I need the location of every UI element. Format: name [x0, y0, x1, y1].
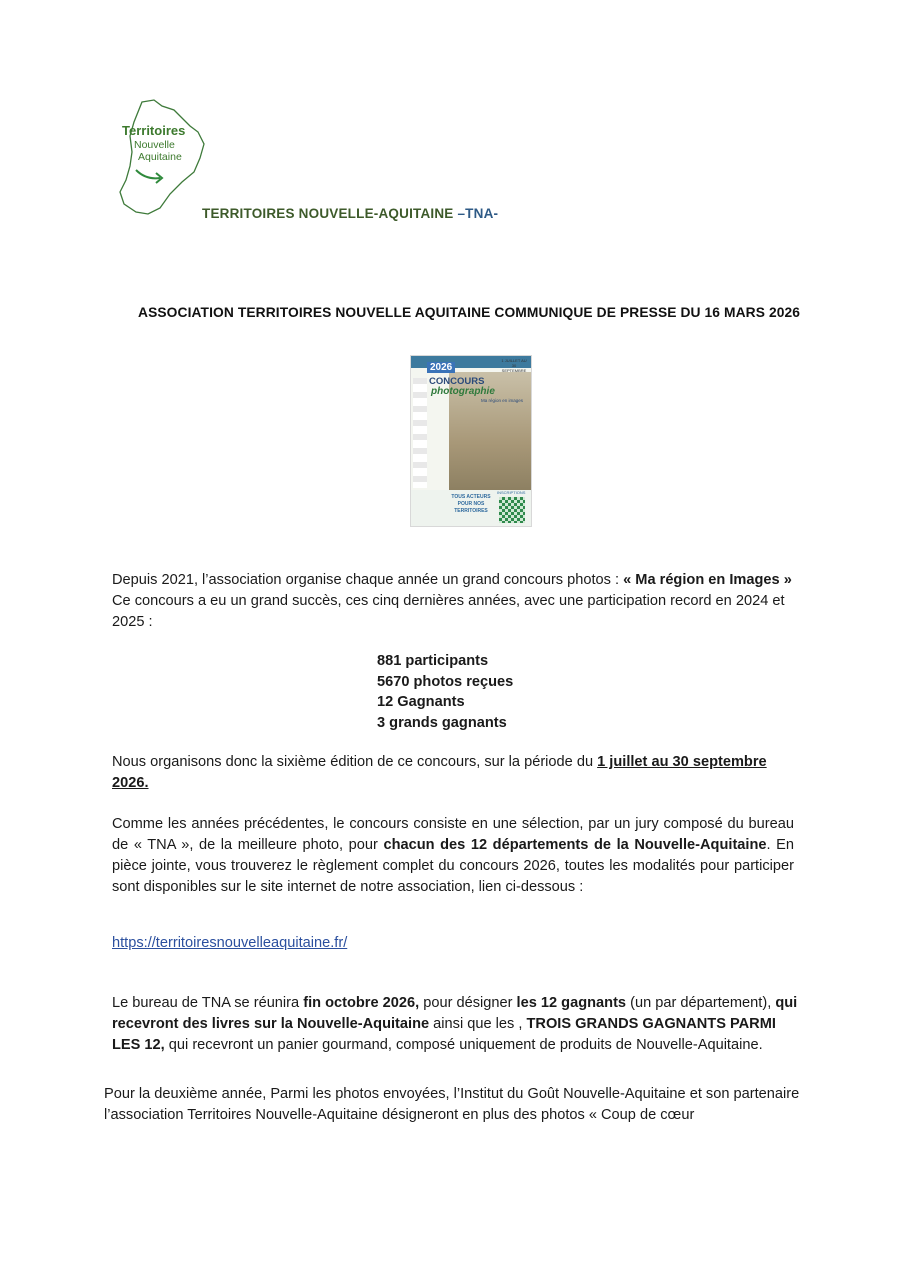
organization-name-main: TERRITOIRES NOUVELLE-AQUITAINE [202, 206, 458, 221]
edition-paragraph [112, 752, 792, 794]
poster-concours: CONCOURS [429, 376, 485, 387]
closing-paragraph: Pour la deuxième année, Parmi les photos envoyées, l’Institut du Goût Nouvelle-Aquitaine et son partenaire l’association Territoires Nouvelle-Aquitaine désigneront en plus des photos « Coup de cœur [104, 1086, 800, 1123]
poster-qr-code [499, 497, 525, 523]
poster-sponsor-logos [413, 378, 427, 488]
selection-text-a: Comme les années précédentes, le concours consiste en une sélection, par un jury composé du bureau de « TNA », de la meilleure photo, pour [112, 816, 794, 853]
jury-paragraph [112, 993, 798, 1056]
jury-text-g: ainsi que les , [429, 1016, 527, 1032]
jury-grand-winners: TROIS GRANDS GAGNANTS PARMI LES 12, [112, 1016, 776, 1053]
intro-record-text: Ce concours a eu un grand succès, ces cinq dernières années, avec une participation record en 2024 et 2025 : [112, 593, 785, 630]
stat-photos: 5670 photos reçues [377, 673, 514, 690]
organization-name [202, 206, 498, 221]
jury-books: qui recevront des livres sur la Nouvelle-Aquitaine [112, 995, 798, 1032]
jury-date: fin octobre 2026, [303, 995, 420, 1011]
poster-dates: 1 JUILLET AU 30 SEPTEMBRE [501, 358, 527, 373]
selection-paragraph [112, 814, 794, 898]
contest-name: « Ma région en Images » [623, 572, 792, 588]
edition-period: 1 juillet au 30 septembre 2026. [112, 754, 767, 791]
stat-grand-winners: 3 grands gagnants [377, 714, 507, 731]
jury-text-i: qui recevront un panier gourmand, composé uniquement de produits de Nouvelle-Aquitaine. [164, 1037, 763, 1053]
contest-poster [410, 355, 532, 527]
poster-year: 2026 [427, 362, 455, 373]
organization-logo [112, 96, 212, 220]
poster-footer-text: TOUS ACTEURS POUR NOS TERRITOIRES [451, 494, 491, 514]
stats-list [377, 651, 513, 733]
intro-paragraph [112, 570, 812, 633]
logo-text-nouvelle: Nouvelle [134, 139, 175, 151]
stat-participants: 881 participants [377, 653, 489, 669]
stat-winners: 12 Gagnants [377, 694, 465, 710]
intro-text: Depuis 2021, l’association organise chaque année un grand concours photos : [112, 572, 624, 588]
logo-text-aquitaine: Aquitaine [138, 151, 182, 163]
edition-text: Nous organisons donc la sixième édition de ce concours, sur la période du [112, 754, 598, 770]
selection-departments: chacun des 12 départements de la Nouvelle-Aquitaine [383, 837, 767, 853]
jury-winners: les 12 gagnants [516, 995, 627, 1011]
website-link[interactable]: https://territoiresnouvelleaquitaine.fr/ [112, 935, 348, 951]
jury-text-e: (un par département), [626, 995, 776, 1011]
poster-inscriptions: INSCRIPTIONS [497, 490, 526, 495]
press-release-title: ASSOCIATION TERRITOIRES NOUVELLE AQUITAINE COMMUNIQUE DE PRESSE DU 16 MARS 2026 [138, 305, 801, 320]
poster-photographie: photographie [431, 386, 495, 397]
logo-text-territoires: Territoires [122, 123, 186, 138]
jury-text-c: pour désigner [419, 995, 517, 1011]
poster-subtitle: Ma région en images [481, 398, 524, 403]
jury-text-a: Le bureau de TNA se réunira [112, 995, 304, 1011]
selection-text-c: . En pièce jointe, vous trouverez le règlement complet du concours 2026, toutes les modalités pour participer sont disponibles sur le site internet de notre association, lien ci-dessous : [112, 837, 795, 895]
organization-acronym: –TNA- [457, 206, 499, 221]
